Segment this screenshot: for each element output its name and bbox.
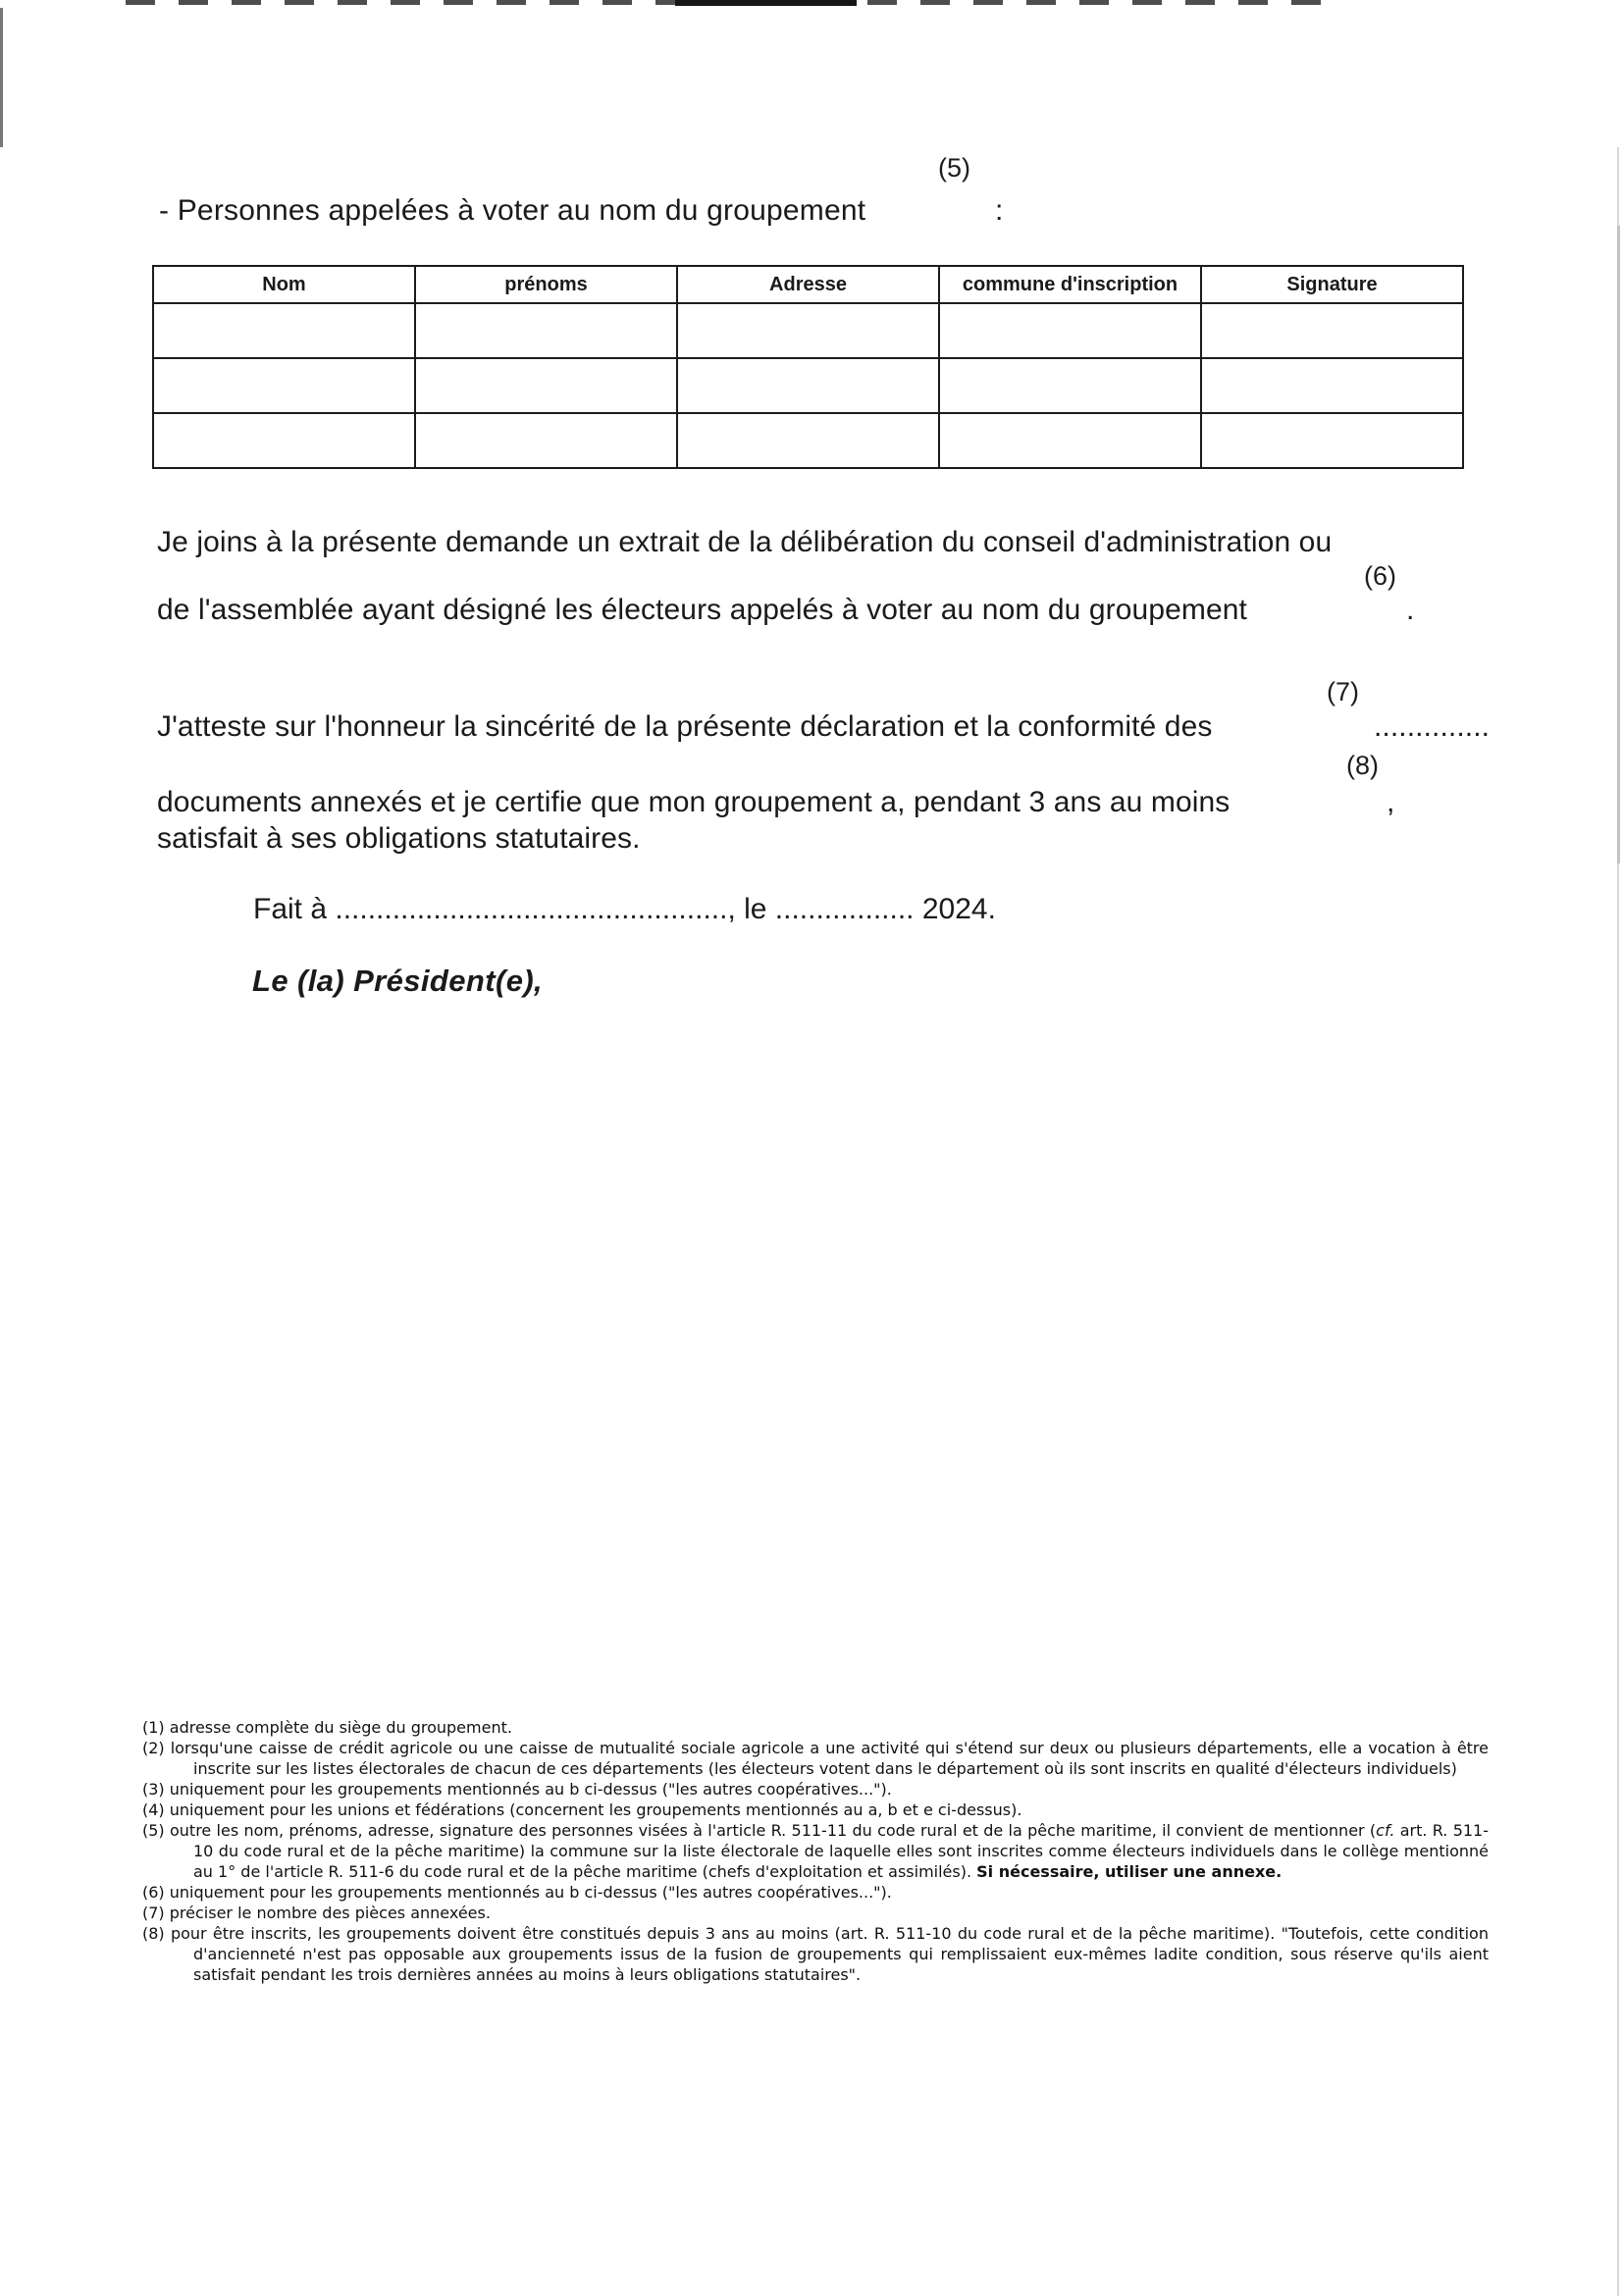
footnote-marker: (2) bbox=[142, 1739, 165, 1757]
paragraph-attest-line1: J'atteste sur l'honneur la sincérité de la présente déclaration et la conformité des bbox=[157, 710, 1213, 743]
footnote-1 bbox=[142, 1717, 1489, 1738]
empty-cell bbox=[415, 358, 677, 413]
footnote-text: préciser le nombre des pièces annexées. bbox=[169, 1904, 491, 1922]
footnote-marker: (5) bbox=[142, 1821, 165, 1840]
empty-cell bbox=[1201, 358, 1463, 413]
president-signature-label: Le (la) Président(e), bbox=[252, 964, 544, 998]
footnote-6 bbox=[142, 1882, 1489, 1903]
empty-cell bbox=[677, 358, 939, 413]
footnote-text: outre les nom, prénoms, adresse, signature des personnes visées à l'article R. 511-11 du code rural et de la pêche maritime, il convient de mentionner ( bbox=[169, 1821, 1377, 1840]
empty-cell bbox=[415, 413, 677, 468]
footnote-text: lorsqu'une caisse de crédit agricole ou une caisse de mutualité sociale agricole a une activité qui s'étend sur deux ou plusieurs départements, elle a vocation à être inscrite sur les listes électorales de chacun de ces départements (les électeurs votent dans le département où ils sont inscrits en qualité d'électeurs individuels) bbox=[170, 1739, 1490, 1778]
footnote-text-italic: cf. bbox=[1376, 1821, 1395, 1840]
footnote-marker: (8) bbox=[142, 1924, 165, 1943]
column-header-commune: commune d'inscription bbox=[939, 266, 1201, 303]
paragraph-attest-line3: satisfait à ses obligations statutaires. bbox=[157, 822, 641, 855]
footnote-marker: (3) bbox=[142, 1780, 165, 1799]
footnote-text: uniquement pour les unions et fédérations (concernent les groupements mentionnés au a, b et e ci-dessus). bbox=[169, 1800, 1022, 1819]
empty-cell bbox=[939, 358, 1201, 413]
footnote-7 bbox=[142, 1903, 1489, 1923]
column-header-prenoms: prénoms bbox=[415, 266, 677, 303]
footnote-text: uniquement pour les groupements mentionnés au b ci-dessus ("les autres coopératives..."). bbox=[169, 1780, 892, 1799]
empty-cell bbox=[1201, 413, 1463, 468]
empty-cell bbox=[1201, 303, 1463, 358]
empty-cell bbox=[677, 303, 939, 358]
paragraph-join-period: . bbox=[1406, 594, 1415, 626]
empty-cell bbox=[415, 303, 677, 358]
footnote-marker: (1) bbox=[142, 1718, 165, 1737]
footnote-text: adresse complète du siège du groupement. bbox=[169, 1718, 512, 1737]
footnote-5 bbox=[142, 1820, 1489, 1882]
place-date-line: Fait à ................................................, le ................. 2024. bbox=[253, 893, 996, 925]
table-row bbox=[153, 303, 1463, 358]
footnote-text: art. R. 511-10 du code rural et de la pêche maritime) la commune sur la liste électorale de laquelle elles sont inscrites comme électeurs individuels dans le collège mentionné au 1° de l'article R. 511-6 du code rural et de la pêche maritime (chefs d'exploitation et assimilés). bbox=[193, 1821, 1490, 1881]
paragraph-attest-line2: documents annexés et je certifie que mon groupement a, pendant 3 ans au moins bbox=[157, 786, 1230, 818]
table-row bbox=[153, 358, 1463, 413]
voters-table bbox=[152, 265, 1464, 469]
section-heading: - Personnes appelées à voter au nom du groupement bbox=[159, 194, 866, 227]
scan-artifact-right-edge-dark bbox=[1617, 226, 1620, 863]
table-row bbox=[153, 413, 1463, 468]
dotted-blank-pieces-count: .............. bbox=[1374, 710, 1491, 743]
column-header-signature: Signature bbox=[1201, 266, 1463, 303]
footnote-ref-7: (7) bbox=[1327, 677, 1359, 706]
paragraph-attest-comma: , bbox=[1387, 786, 1395, 818]
footnote-text: uniquement pour les groupements mentionnés au b ci-dessus ("les autres coopératives..."). bbox=[169, 1883, 892, 1902]
paragraph-join-line1: Je joins à la présente demande un extrait de la délibération du conseil d'administration ou bbox=[157, 526, 1333, 558]
footnote-text: pour être inscrits, les groupements doivent être constitués depuis 3 ans au moins (art. R. 511-10 du code rural et de la pêche maritime). "Toutefois, cette condition d'ancienneté n'est pas opposable aux groupements issus de la fusion de groupements qui remplissaient eux-mêmes ladite condition, sous réserve qu'ils aient satisfait pendant les trois dernières années au moins à leurs obligations statutaires". bbox=[170, 1924, 1489, 1984]
empty-cell bbox=[677, 413, 939, 468]
empty-cell bbox=[939, 303, 1201, 358]
empty-cell bbox=[153, 413, 415, 468]
scan-artifact-top-bar bbox=[675, 0, 857, 6]
paragraph-join-line2: de l'assemblée ayant désigné les électeurs appelés à voter au nom du groupement bbox=[157, 594, 1247, 626]
voters-table-header-row bbox=[153, 266, 1463, 303]
section-heading-colon: : bbox=[995, 194, 1004, 227]
footnote-ref-8: (8) bbox=[1346, 751, 1379, 780]
footnote-ref-6: (6) bbox=[1364, 561, 1396, 591]
footnote-3 bbox=[142, 1779, 1489, 1800]
empty-cell bbox=[153, 358, 415, 413]
footnote-4 bbox=[142, 1800, 1489, 1820]
footnote-ref-5: (5) bbox=[938, 153, 970, 183]
footnote-marker: (7) bbox=[142, 1904, 165, 1922]
empty-cell bbox=[939, 413, 1201, 468]
footnote-8 bbox=[142, 1923, 1489, 1985]
footnotes-block bbox=[142, 1717, 1489, 1985]
footnote-2 bbox=[142, 1738, 1489, 1779]
footnote-marker: (6) bbox=[142, 1883, 165, 1902]
column-header-adresse: Adresse bbox=[677, 266, 939, 303]
scan-artifact-left-edge bbox=[0, 8, 3, 147]
footnote-text-bold: Si nécessaire, utiliser une annexe. bbox=[976, 1862, 1283, 1881]
column-header-nom: Nom bbox=[153, 266, 415, 303]
empty-cell bbox=[153, 303, 415, 358]
footnote-marker: (4) bbox=[142, 1800, 165, 1819]
